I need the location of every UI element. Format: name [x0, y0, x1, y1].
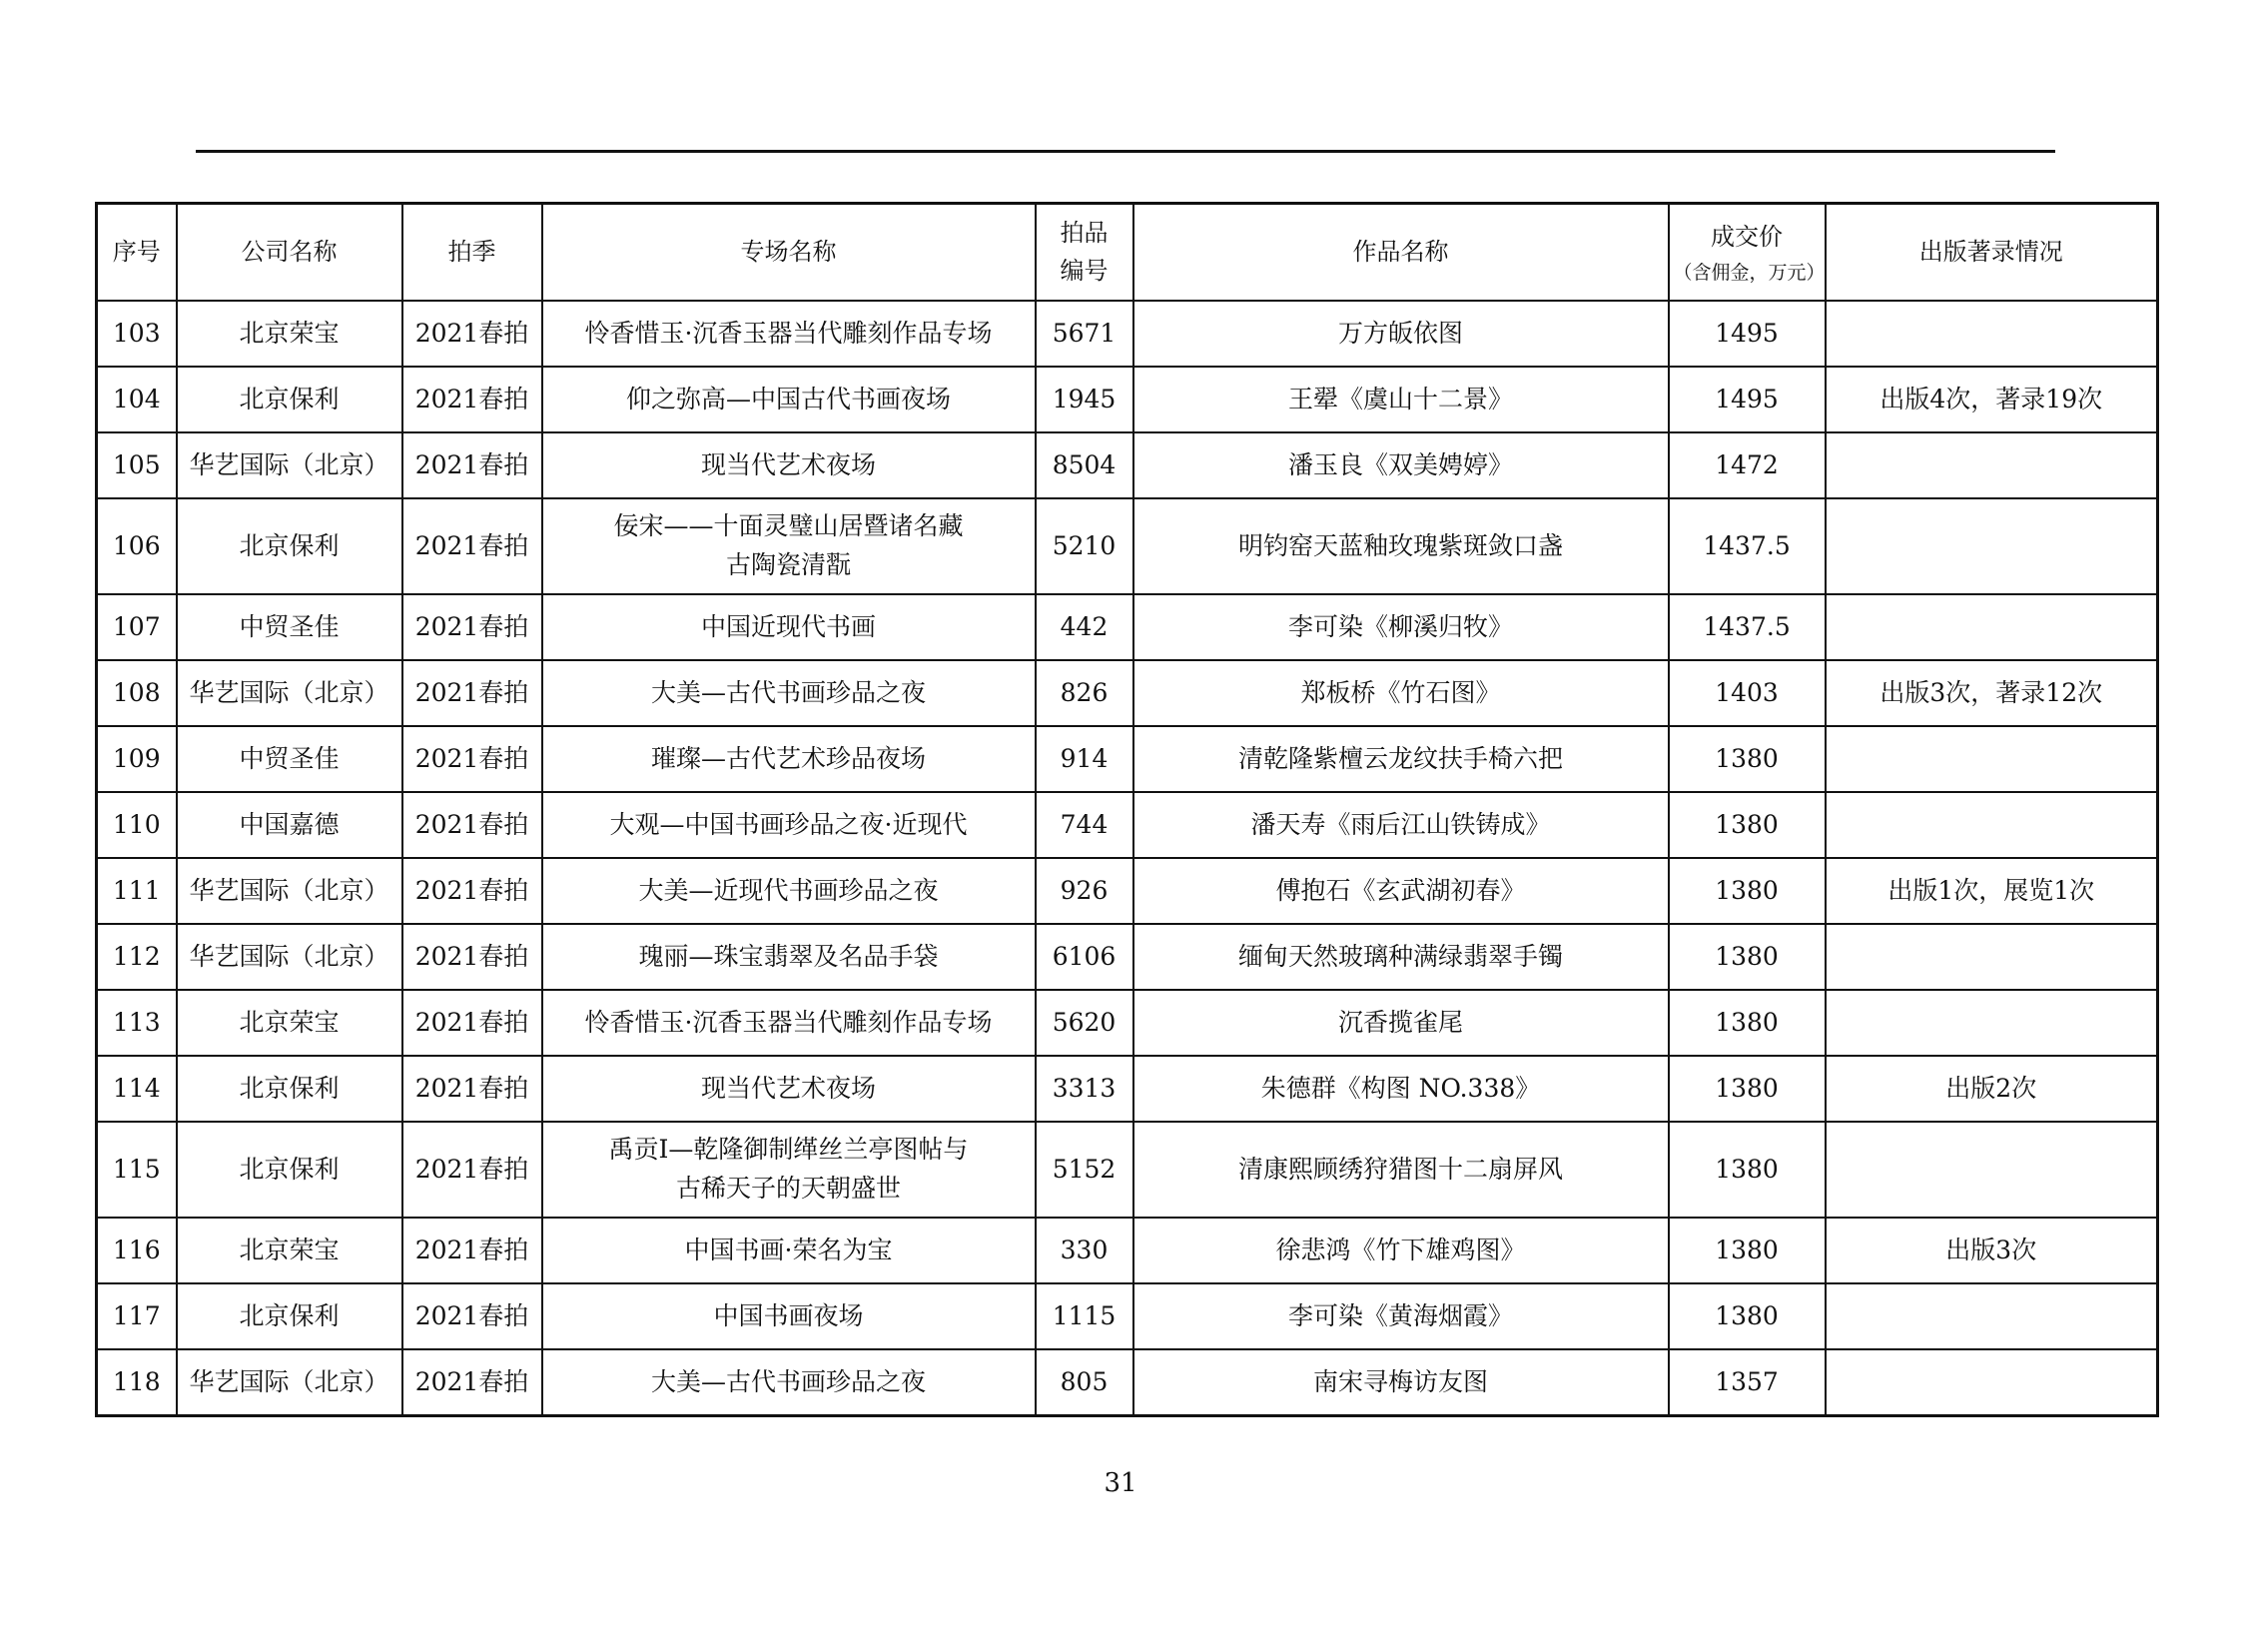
- header-rule: [196, 150, 2055, 153]
- header-price-line2: （含佣金，万元）: [1673, 261, 1826, 284]
- cell-index: 118: [97, 1349, 177, 1416]
- cell-publication: [1826, 990, 2158, 1056]
- cell-publication: 出版3次，著录12次: [1826, 660, 2158, 726]
- cell-price: 1380: [1669, 1283, 1826, 1349]
- cell-session: [542, 432, 1036, 498]
- cell-company: 北京保利: [177, 367, 402, 432]
- session-line: 古稀天子的天朝盛世: [675, 1174, 901, 1203]
- session-line: 禹贡Ⅰ—乾隆御制缂丝兰亭图帖与: [608, 1135, 969, 1165]
- cell-index: 112: [97, 924, 177, 990]
- session-line: 璀璨—古代艺术珍品夜场: [650, 743, 926, 773]
- cell-season: 2021春拍: [402, 432, 542, 498]
- header-publication: 出版著录情况: [1826, 204, 2158, 302]
- cell-lot: 330: [1036, 1218, 1133, 1283]
- cell-publication: [1826, 594, 2158, 660]
- cell-index: 110: [97, 792, 177, 858]
- cell-session: [542, 594, 1036, 660]
- session-line: 怜香惜玉·沉香玉器当代雕刻作品专场: [584, 1007, 993, 1037]
- cell-price: 1357: [1669, 1349, 1826, 1416]
- cell-season: 2021春拍: [402, 660, 542, 726]
- cell-company: 华艺国际（北京）: [177, 1349, 402, 1416]
- table-row: [97, 858, 2158, 924]
- cell-index: 114: [97, 1056, 177, 1122]
- cell-session: [542, 726, 1036, 792]
- cell-season: 2021春拍: [402, 498, 542, 594]
- cell-publication: 出版2次: [1826, 1056, 2158, 1122]
- cell-company: 华艺国际（北京）: [177, 858, 402, 924]
- cell-work: 李可染《柳溪归牧》: [1133, 594, 1669, 660]
- cell-work: 沉香揽雀尾: [1133, 990, 1669, 1056]
- cell-publication: 出版3次: [1826, 1218, 2158, 1283]
- session-line: 大美—古代书画珍品之夜: [650, 1366, 926, 1396]
- table-row: [97, 301, 2158, 367]
- cell-company: 北京保利: [177, 1283, 402, 1349]
- cell-lot: 8504: [1036, 432, 1133, 498]
- cell-company: 中贸圣佳: [177, 594, 402, 660]
- session-line: 古陶瓷清翫: [725, 550, 851, 579]
- cell-price: 1380: [1669, 858, 1826, 924]
- cell-company: 北京荣宝: [177, 990, 402, 1056]
- table-row: [97, 594, 2158, 660]
- table-row: [97, 1349, 2158, 1416]
- header-price-line1: 成交价: [1711, 222, 1783, 251]
- header-index: 序号: [97, 204, 177, 302]
- cell-price: 1380: [1669, 924, 1826, 990]
- cell-company: 北京保利: [177, 1056, 402, 1122]
- table-row: [97, 1218, 2158, 1283]
- cell-price: 1495: [1669, 367, 1826, 432]
- session-line: 现当代艺术夜场: [700, 1073, 876, 1103]
- cell-work: 缅甸天然玻璃种满绿翡翠手镯: [1133, 924, 1669, 990]
- header-work: 作品名称: [1133, 204, 1669, 302]
- cell-work: 郑板桥《竹石图》: [1133, 660, 1669, 726]
- cell-price: 1380: [1669, 792, 1826, 858]
- header-season: 拍季: [402, 204, 542, 302]
- cell-session: [542, 660, 1036, 726]
- session-line: 中国近现代书画: [700, 611, 876, 641]
- cell-publication: 出版1次，展览1次: [1826, 858, 2158, 924]
- header-session: 专场名称: [542, 204, 1036, 302]
- cell-lot: 926: [1036, 858, 1133, 924]
- cell-season: 2021春拍: [402, 858, 542, 924]
- session-line: 大美—近现代书画珍品之夜: [638, 875, 939, 905]
- cell-season: 2021春拍: [402, 594, 542, 660]
- page-number: 31: [1104, 1468, 1137, 1498]
- cell-index: 108: [97, 660, 177, 726]
- cell-session: [542, 1218, 1036, 1283]
- cell-publication: [1826, 726, 2158, 792]
- cell-session: [542, 301, 1036, 367]
- cell-price: 1380: [1669, 726, 1826, 792]
- cell-session: [542, 1349, 1036, 1416]
- cell-index: 107: [97, 594, 177, 660]
- table-row: [97, 924, 2158, 990]
- cell-season: 2021春拍: [402, 1056, 542, 1122]
- cell-season: 2021春拍: [402, 367, 542, 432]
- cell-lot: 6106: [1036, 924, 1133, 990]
- cell-lot: 1115: [1036, 1283, 1133, 1349]
- cell-publication: [1826, 1283, 2158, 1349]
- cell-lot: 5152: [1036, 1122, 1133, 1218]
- cell-index: 117: [97, 1283, 177, 1349]
- cell-work: 徐悲鸿《竹下雄鸡图》: [1133, 1218, 1669, 1283]
- session-line: 现当代艺术夜场: [700, 449, 876, 479]
- session-line: 中国书画·荣名为宝: [684, 1235, 893, 1264]
- cell-lot: 1945: [1036, 367, 1133, 432]
- cell-price: 1380: [1669, 1218, 1826, 1283]
- table-row: [97, 1122, 2158, 1218]
- cell-work: 清乾隆紫檀云龙纹扶手椅六把: [1133, 726, 1669, 792]
- table-row: [97, 1056, 2158, 1122]
- cell-season: 2021春拍: [402, 924, 542, 990]
- table-row: [97, 660, 2158, 726]
- cell-lot: 914: [1036, 726, 1133, 792]
- cell-index: 113: [97, 990, 177, 1056]
- cell-season: 2021春拍: [402, 1349, 542, 1416]
- cell-lot: 805: [1036, 1349, 1133, 1416]
- cell-session: [542, 498, 1036, 594]
- table-row: [97, 367, 2158, 432]
- cell-work: 朱德群《构图 NO.338》: [1133, 1056, 1669, 1122]
- session-line: 仰之弥高—中国古代书画夜场: [625, 384, 951, 413]
- cell-session: [542, 1056, 1036, 1122]
- cell-work: 李可染《黄海烟霞》: [1133, 1283, 1669, 1349]
- cell-publication: [1826, 792, 2158, 858]
- cell-work: 南宋寻梅访友图: [1133, 1349, 1669, 1416]
- cell-index: 103: [97, 301, 177, 367]
- cell-lot: 5620: [1036, 990, 1133, 1056]
- header-lot-line1: 拍品: [1060, 219, 1109, 248]
- cell-publication: [1826, 498, 2158, 594]
- cell-session: [542, 924, 1036, 990]
- cell-session: [542, 792, 1036, 858]
- session-line: 中国书画夜场: [713, 1300, 864, 1330]
- cell-company: 华艺国际（北京）: [177, 924, 402, 990]
- cell-session: [542, 1283, 1036, 1349]
- header-lot-line2: 编号: [1060, 256, 1109, 285]
- cell-work: 潘玉良《双美娉婷》: [1133, 432, 1669, 498]
- auction-results-table: [95, 202, 2159, 1417]
- cell-season: 2021春拍: [402, 726, 542, 792]
- cell-lot: 5210: [1036, 498, 1133, 594]
- cell-company: 北京保利: [177, 1122, 402, 1218]
- cell-publication: [1826, 1122, 2158, 1218]
- cell-season: 2021春拍: [402, 1283, 542, 1349]
- table-row: [97, 792, 2158, 858]
- cell-season: 2021春拍: [402, 792, 542, 858]
- header-lot: [1036, 204, 1133, 302]
- cell-price: 1380: [1669, 990, 1826, 1056]
- table-row: [97, 726, 2158, 792]
- cell-work: 清康熙顾绣狩猎图十二扇屏风: [1133, 1122, 1669, 1218]
- cell-season: 2021春拍: [402, 1218, 542, 1283]
- cell-work: 傅抱石《玄武湖初春》: [1133, 858, 1669, 924]
- cell-lot: 744: [1036, 792, 1133, 858]
- cell-price: 1437.5: [1669, 594, 1826, 660]
- cell-session: [542, 1122, 1036, 1218]
- header-price: [1669, 204, 1826, 302]
- cell-session: [542, 367, 1036, 432]
- cell-lot: 3313: [1036, 1056, 1133, 1122]
- cell-lot: 5671: [1036, 301, 1133, 367]
- table-row: [97, 498, 2158, 594]
- cell-work: 潘天寿《雨后江山铁铸成》: [1133, 792, 1669, 858]
- cell-company: 北京荣宝: [177, 301, 402, 367]
- cell-company: 华艺国际（北京）: [177, 660, 402, 726]
- cell-session: [542, 858, 1036, 924]
- table-row: [97, 990, 2158, 1056]
- cell-index: 116: [97, 1218, 177, 1283]
- cell-index: 109: [97, 726, 177, 792]
- cell-price: 1380: [1669, 1122, 1826, 1218]
- cell-work: 王翚《虞山十二景》: [1133, 367, 1669, 432]
- cell-lot: 826: [1036, 660, 1133, 726]
- session-line: 怜香惜玉·沉香玉器当代雕刻作品专场: [584, 318, 993, 348]
- header-row: [97, 204, 2158, 302]
- cell-publication: 出版4次，著录19次: [1826, 367, 2158, 432]
- table-row: [97, 1283, 2158, 1349]
- cell-publication: [1826, 432, 2158, 498]
- cell-index: 115: [97, 1122, 177, 1218]
- cell-index: 111: [97, 858, 177, 924]
- cell-index: 104: [97, 367, 177, 432]
- cell-index: 105: [97, 432, 177, 498]
- cell-lot: 442: [1036, 594, 1133, 660]
- cell-price: 1437.5: [1669, 498, 1826, 594]
- cell-season: 2021春拍: [402, 1122, 542, 1218]
- cell-work: 明钧窑天蓝釉玫瑰紫斑敛口盏: [1133, 498, 1669, 594]
- cell-season: 2021春拍: [402, 301, 542, 367]
- cell-company: 北京保利: [177, 498, 402, 594]
- cell-price: 1403: [1669, 660, 1826, 726]
- cell-publication: [1826, 301, 2158, 367]
- session-line: 瑰丽—珠宝翡翠及名品手袋: [638, 941, 939, 971]
- cell-company: 北京荣宝: [177, 1218, 402, 1283]
- cell-price: 1495: [1669, 301, 1826, 367]
- cell-company: 中贸圣佳: [177, 726, 402, 792]
- cell-session: [542, 990, 1036, 1056]
- cell-company: 中国嘉德: [177, 792, 402, 858]
- table-row: [97, 432, 2158, 498]
- session-line: 大美—古代书画珍品之夜: [650, 677, 926, 707]
- cell-work: 万方皈依图: [1133, 301, 1669, 367]
- cell-season: 2021春拍: [402, 990, 542, 1056]
- session-line: 佞宋——十面灵璧山居暨诸名藏: [613, 511, 964, 541]
- session-line: 大观—中国书画珍品之夜·近现代: [609, 809, 968, 839]
- cell-publication: [1826, 924, 2158, 990]
- header-company: 公司名称: [177, 204, 402, 302]
- cell-index: 106: [97, 498, 177, 594]
- cell-company: 华艺国际（北京）: [177, 432, 402, 498]
- cell-price: 1380: [1669, 1056, 1826, 1122]
- cell-publication: [1826, 1349, 2158, 1416]
- cell-price: 1472: [1669, 432, 1826, 498]
